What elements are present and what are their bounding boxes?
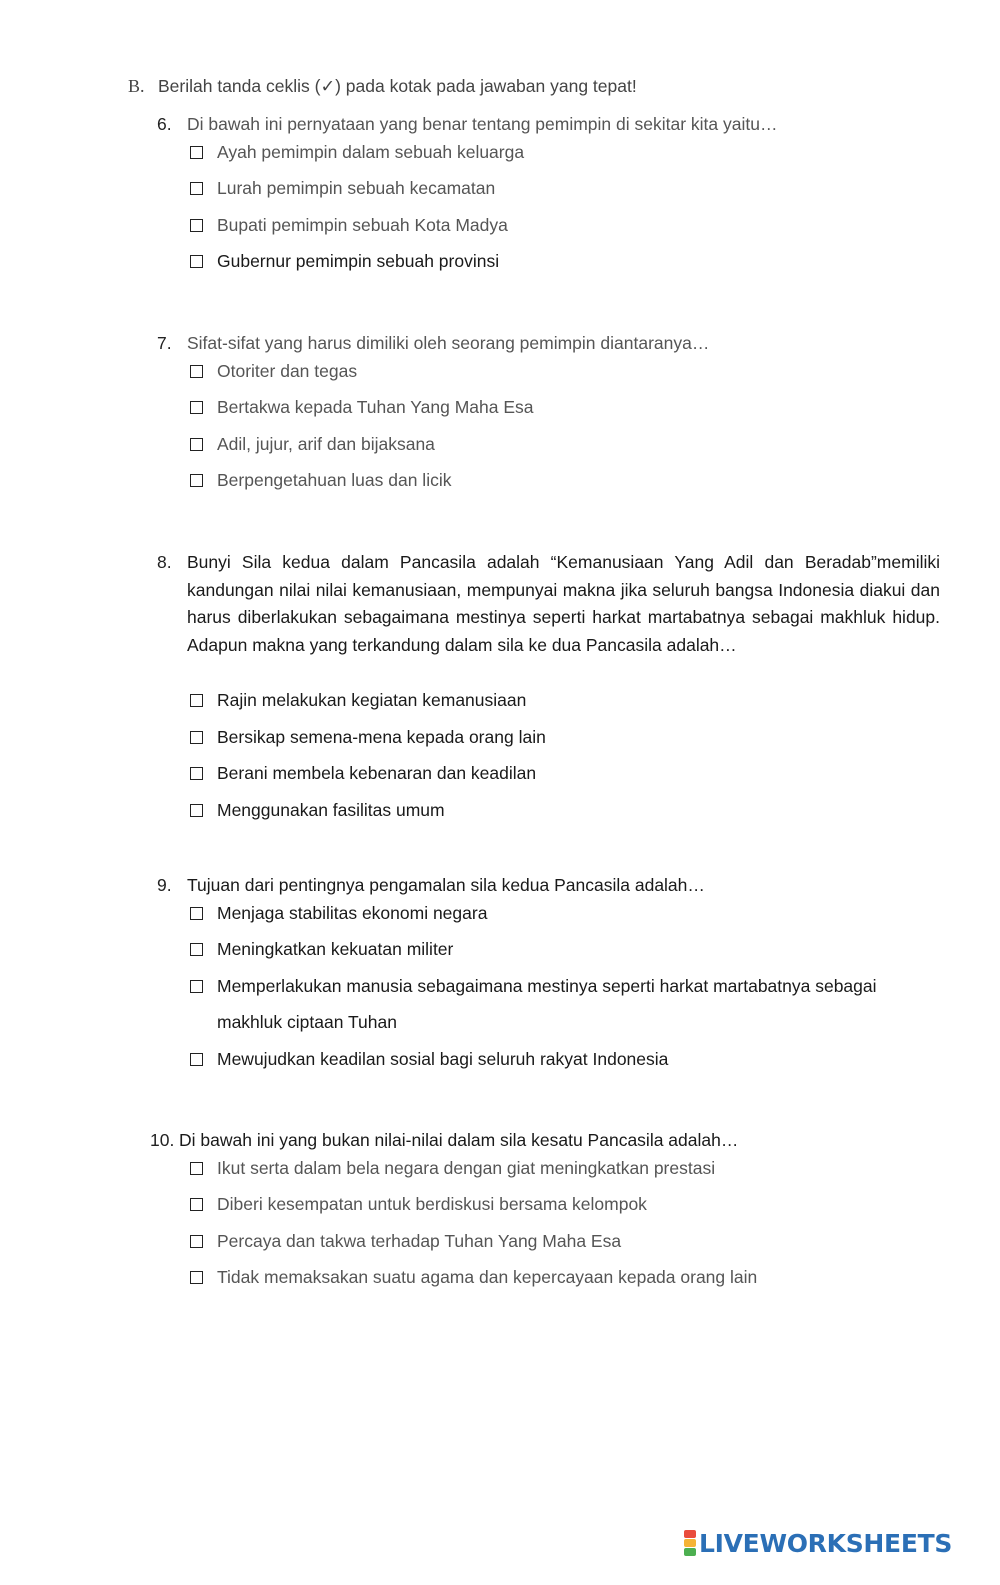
option-item bbox=[150, 1223, 940, 1260]
option-list bbox=[150, 353, 940, 499]
option-item bbox=[150, 134, 940, 171]
question-6 bbox=[150, 111, 940, 280]
option-list bbox=[150, 134, 940, 280]
option-label: Rajin melakukan kegiatan kemanusiaan bbox=[217, 690, 527, 710]
answer-checkbox[interactable] bbox=[190, 1271, 203, 1284]
answer-checkbox[interactable] bbox=[190, 731, 203, 744]
option-label: Ayah pemimpin dalam sebuah keluarga bbox=[217, 141, 525, 162]
option-label: Menggunakan fasilitas umum bbox=[217, 799, 445, 820]
option-item bbox=[150, 968, 940, 1041]
option-label: Memperlakukan manusia sebagaimana mestinya seperti harkat martabatnya sebagai makhluk ciptaan Tuhan bbox=[217, 975, 877, 1032]
option-item bbox=[150, 1041, 940, 1078]
option-item bbox=[150, 1150, 940, 1187]
option-label: Lurah pemimpin sebuah kecamatan bbox=[217, 178, 496, 198]
option-label: Berani membela kebenaran dan keadilan bbox=[217, 763, 537, 783]
option-label: Berpengetahuan luas dan licik bbox=[217, 470, 452, 490]
question-number: 8. bbox=[157, 552, 172, 572]
option-item bbox=[150, 462, 940, 499]
logo-text: LIVEWORKSHEETS bbox=[699, 1528, 953, 1558]
option-label: Tidak memaksakan suatu agama dan kepercayaan kepada orang lain bbox=[217, 1267, 758, 1287]
option-label: Otoriter dan tegas bbox=[217, 360, 358, 381]
option-label: Bertakwa kepada Tuhan Yang Maha Esa bbox=[217, 397, 534, 417]
option-label: Gubernur pemimpin sebuah provinsi bbox=[217, 251, 500, 271]
option-item bbox=[150, 1186, 940, 1223]
answer-checkbox[interactable] bbox=[190, 474, 203, 487]
liveworksheets-logo bbox=[684, 1528, 952, 1558]
option-label: Percaya dan takwa terhadap Tuhan Yang Maha Esa bbox=[217, 1230, 622, 1251]
question-9 bbox=[150, 872, 940, 1077]
option-item bbox=[150, 1259, 940, 1296]
instruction-text: Berilah tanda ceklis (✓) pada kotak pada jawaban yang tepat! bbox=[158, 76, 637, 96]
question-number: 6. bbox=[157, 114, 172, 134]
answer-checkbox[interactable] bbox=[190, 255, 203, 268]
question-number: 9. bbox=[157, 875, 172, 895]
answer-checkbox[interactable] bbox=[190, 146, 203, 159]
question-7 bbox=[150, 330, 940, 499]
option-label: Ikut serta dalam bela negara dengan giat meningkatkan prestasi bbox=[217, 1157, 716, 1178]
question-10 bbox=[150, 1127, 940, 1296]
option-item bbox=[150, 170, 940, 207]
option-label: Bersikap semena-mena kepada orang lain bbox=[217, 726, 546, 747]
option-item bbox=[150, 389, 940, 426]
answer-checkbox[interactable] bbox=[190, 804, 203, 817]
answer-checkbox[interactable] bbox=[190, 365, 203, 378]
answer-checkbox[interactable] bbox=[190, 1235, 203, 1248]
option-item bbox=[150, 719, 940, 756]
option-label: Mewujudkan keadilan sosial bagi seluruh rakyat Indonesia bbox=[217, 1048, 669, 1069]
option-list bbox=[150, 682, 940, 828]
answer-checkbox[interactable] bbox=[190, 182, 203, 195]
option-item bbox=[150, 426, 940, 463]
option-item bbox=[150, 931, 940, 968]
answer-checkbox[interactable] bbox=[190, 980, 203, 993]
question-text: Tujuan dari pentingnya pengamalan sila kedua Pancasila adalah… bbox=[187, 875, 705, 895]
section-instruction bbox=[128, 76, 637, 97]
question-8 bbox=[150, 549, 940, 828]
option-label: Adil, jujur, arif dan bijaksana bbox=[217, 433, 435, 454]
answer-checkbox[interactable] bbox=[190, 401, 203, 414]
logo-blocks-icon bbox=[684, 1530, 696, 1556]
question-number: 10. bbox=[150, 1130, 175, 1150]
option-item bbox=[150, 353, 940, 390]
option-label: Meningkatkan kekuatan militer bbox=[217, 939, 454, 959]
question-text: Di bawah ini pernyataan yang benar tentang pemimpin di sekitar kita yaitu… bbox=[187, 114, 778, 134]
answer-checkbox[interactable] bbox=[190, 767, 203, 780]
option-label: Diberi kesempatan untuk berdiskusi bersama kelompok bbox=[217, 1194, 647, 1214]
option-item bbox=[150, 682, 940, 719]
answer-checkbox[interactable] bbox=[190, 1053, 203, 1066]
option-list bbox=[150, 1150, 940, 1296]
option-item bbox=[150, 243, 940, 280]
question-number: 7. bbox=[157, 333, 172, 353]
answer-checkbox[interactable] bbox=[190, 907, 203, 920]
option-item bbox=[150, 207, 940, 244]
answer-checkbox[interactable] bbox=[190, 1162, 203, 1175]
question-text: Di bawah ini yang bukan nilai-nilai dalam sila kesatu Pancasila adalah… bbox=[179, 1130, 739, 1150]
option-item bbox=[150, 755, 940, 792]
answer-checkbox[interactable] bbox=[190, 1198, 203, 1211]
question-text: Sifat-sifat yang harus dimiliki oleh seorang pemimpin diantaranya… bbox=[187, 333, 710, 353]
option-label: Bupati pemimpin sebuah Kota Madya bbox=[217, 214, 508, 235]
option-label: Menjaga stabilitas ekonomi negara bbox=[217, 902, 488, 923]
section-letter: B. bbox=[128, 76, 145, 96]
question-text: Bunyi Sila kedua dalam Pancasila adalah “Kemanusiaan Yang Adil dan Beradab”memiliki kandungan nilai nilai kemanusiaan, mempunyai makna jika seluruh bangsa Indonesia diakui dan harus diberlakukan sebagaimana mestinya seperti harkat martabatnya sebagai makhluk hidup. Adapun makna yang terkandung dalam sila ke dua Pancasila adalah… bbox=[187, 552, 940, 655]
option-item bbox=[150, 792, 940, 829]
answer-checkbox[interactable] bbox=[190, 219, 203, 232]
answer-checkbox[interactable] bbox=[190, 438, 203, 451]
option-list bbox=[150, 895, 940, 1078]
option-item bbox=[150, 895, 940, 932]
answer-checkbox[interactable] bbox=[190, 694, 203, 707]
answer-checkbox[interactable] bbox=[190, 943, 203, 956]
